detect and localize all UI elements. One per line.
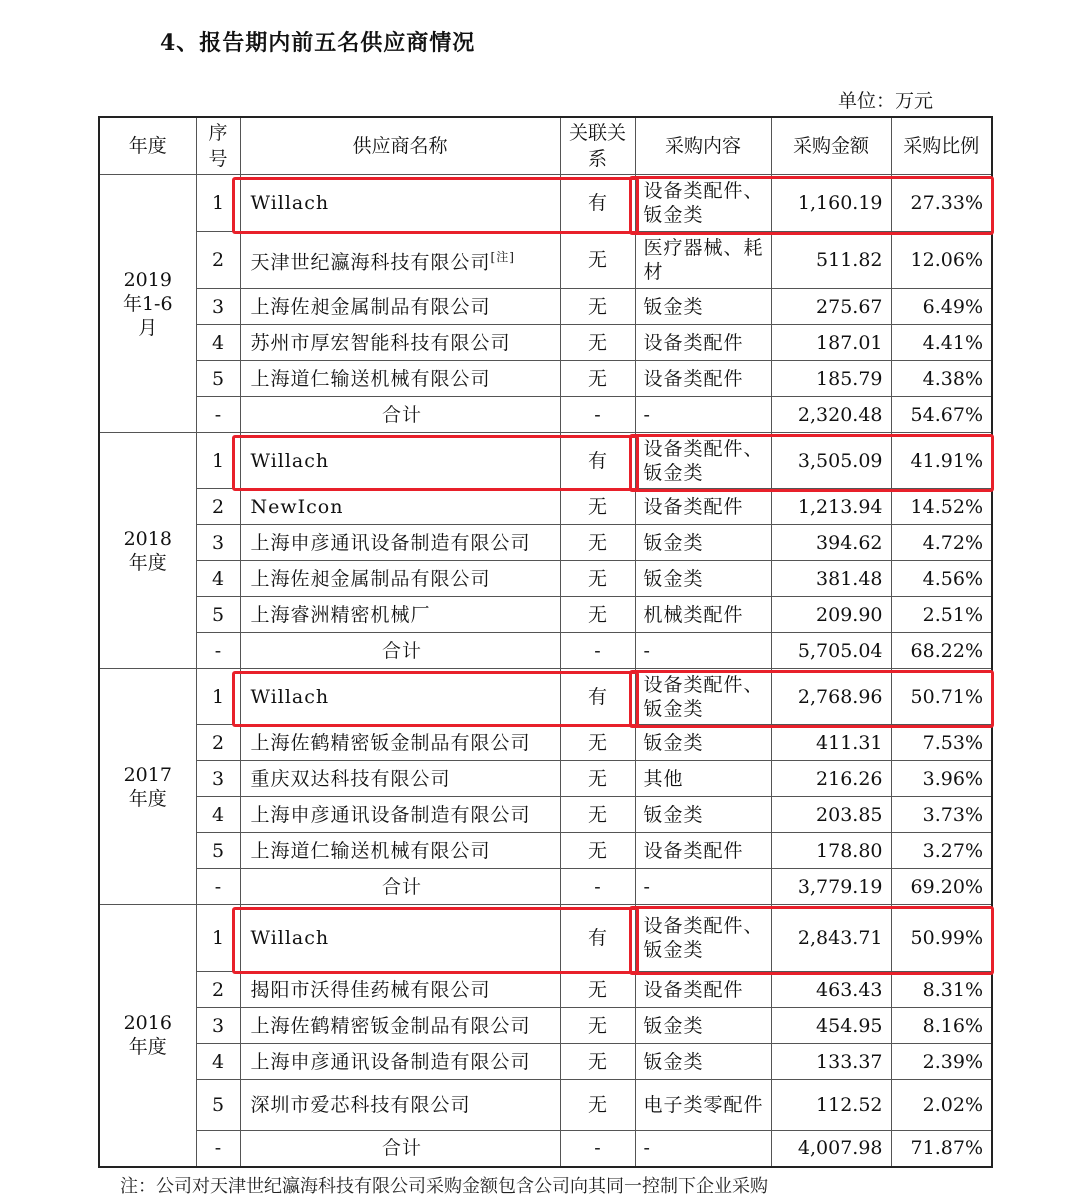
content-cell: 设备类配件 — [635, 833, 771, 869]
relation-cell: 无 — [560, 361, 635, 397]
seq-cell: 1 — [196, 905, 240, 972]
content-cell: 电子类零配件 — [635, 1080, 771, 1131]
seq-cell: 4 — [196, 561, 240, 597]
table-body — [99, 175, 992, 1167]
amount-cell: 209.90 — [771, 597, 891, 633]
seq-cell: 2 — [196, 489, 240, 525]
amount-cell: 1,213.94 — [771, 489, 891, 525]
content-cell: 其他 — [635, 761, 771, 797]
seq-cell: 3 — [196, 525, 240, 561]
amount-cell: 275.67 — [771, 289, 891, 325]
relation-cell: 无 — [560, 325, 635, 361]
amount-cell: 3,505.09 — [771, 433, 891, 489]
content-cell: 设备类配件 — [635, 489, 771, 525]
relation-cell: - — [560, 633, 635, 669]
total-label — [240, 1131, 560, 1167]
ratio-cell: 68.22% — [891, 633, 992, 669]
relation-cell: 无 — [560, 1044, 635, 1080]
supplier-name — [240, 833, 560, 869]
content-cell: 钣金类 — [635, 561, 771, 597]
header-amount: 采购金额 — [771, 117, 891, 175]
table-row — [99, 761, 992, 797]
table-row — [99, 905, 992, 972]
supplier-name-text: 上海佐昶金属制品有限公司 — [250, 295, 491, 318]
amount-cell: 454.95 — [771, 1008, 891, 1044]
supplier-name — [240, 1080, 560, 1131]
supplier-name-text: 上海道仁输送机械有限公司 — [250, 839, 491, 862]
seq-cell: 3 — [196, 1008, 240, 1044]
total-label — [240, 397, 560, 433]
seq-cell: 5 — [196, 1080, 240, 1131]
seq-cell: 5 — [196, 833, 240, 869]
table-row — [99, 797, 992, 833]
supplier-name — [240, 489, 560, 525]
supplier-name — [240, 972, 560, 1008]
ratio-cell: 50.99% — [891, 905, 992, 972]
seq-cell: 5 — [196, 361, 240, 397]
amount-cell: 381.48 — [771, 561, 891, 597]
ratio-cell: 8.31% — [891, 972, 992, 1008]
table-row — [99, 725, 992, 761]
relation-cell: 无 — [560, 761, 635, 797]
relation-cell: 无 — [560, 972, 635, 1008]
footnote: 注：公司对天津世纪瀛海科技有限公司采购金额包含公司向其同一控制下企业采购 — [120, 1176, 768, 1197]
table-row — [99, 597, 992, 633]
supplier-name-text: 合计 — [381, 875, 422, 898]
content-cell: - — [635, 1131, 771, 1167]
table-row — [99, 361, 992, 397]
seq-cell: - — [196, 1131, 240, 1167]
content-cell: 机械类配件 — [635, 597, 771, 633]
ratio-cell: 4.72% — [891, 525, 992, 561]
supplier-name — [240, 725, 560, 761]
content-cell: - — [635, 397, 771, 433]
seq-cell: - — [196, 633, 240, 669]
seq-cell: 4 — [196, 325, 240, 361]
header-content: 采购内容 — [635, 117, 771, 175]
ratio-cell: 14.52% — [891, 489, 992, 525]
supplier-name — [240, 797, 560, 833]
ratio-cell: 12.06% — [891, 232, 992, 289]
table-row — [99, 1044, 992, 1080]
header-year: 年度 — [99, 117, 196, 175]
amount-cell: 411.31 — [771, 725, 891, 761]
ratio-cell: 3.27% — [891, 833, 992, 869]
supplier-name — [240, 597, 560, 633]
amount-cell: 511.82 — [771, 232, 891, 289]
year-cell: 2016年度 — [99, 905, 196, 1167]
content-cell: 钣金类 — [635, 289, 771, 325]
total-row — [99, 869, 992, 905]
supplier-name — [240, 761, 560, 797]
relation-cell: - — [560, 397, 635, 433]
ratio-cell: 3.73% — [891, 797, 992, 833]
total-row — [99, 633, 992, 669]
table-row — [99, 175, 992, 232]
seq-cell: 2 — [196, 232, 240, 289]
relation-cell: 无 — [560, 232, 635, 289]
supplier-name — [240, 289, 560, 325]
amount-cell: 216.26 — [771, 761, 891, 797]
supplier-name-text: 上海申彦通讯设备制造有限公司 — [250, 1050, 531, 1073]
ratio-cell: 2.39% — [891, 1044, 992, 1080]
amount-cell: 4,007.98 — [771, 1131, 891, 1167]
amount-cell: 394.62 — [771, 525, 891, 561]
table-row — [99, 433, 992, 489]
table-row — [99, 561, 992, 597]
ratio-cell: 69.20% — [891, 869, 992, 905]
content-cell: - — [635, 869, 771, 905]
amount-cell: 133.37 — [771, 1044, 891, 1080]
supplier-name-text: 上海睿洲精密机械厂 — [250, 603, 431, 626]
supplier-name-text: Willach — [250, 192, 330, 214]
content-cell: 设备类配件 — [635, 972, 771, 1008]
relation-cell: 有 — [560, 433, 635, 489]
seq-cell: 1 — [196, 433, 240, 489]
content-cell: 设备类配件 — [635, 325, 771, 361]
ratio-cell: 71.87% — [891, 1131, 992, 1167]
supplier-name-text: 重庆双达科技有限公司 — [250, 767, 451, 790]
table-row — [99, 525, 992, 561]
section-heading: 4、报告期内前五名供应商情况 — [160, 30, 476, 56]
supplier-name — [240, 232, 560, 289]
seq-cell: - — [196, 869, 240, 905]
supplier-name — [240, 1044, 560, 1080]
seq-cell: 5 — [196, 597, 240, 633]
table-row — [99, 489, 992, 525]
supplier-name — [240, 561, 560, 597]
content-cell: 设备类配件、钣金类 — [635, 669, 771, 725]
content-cell: 钣金类 — [635, 1008, 771, 1044]
ratio-cell: 6.49% — [891, 289, 992, 325]
relation-cell: 无 — [560, 525, 635, 561]
table-row — [99, 1080, 992, 1131]
amount-cell: 2,320.48 — [771, 397, 891, 433]
total-row — [99, 1131, 992, 1167]
header-seq: 序号 — [196, 117, 240, 175]
amount-cell: 112.52 — [771, 1080, 891, 1131]
amount-cell: 2,843.71 — [771, 905, 891, 972]
supplier-name — [240, 361, 560, 397]
content-cell: 钣金类 — [635, 797, 771, 833]
ratio-cell: 7.53% — [891, 725, 992, 761]
supplier-name-text: 揭阳市沃得佳药械有限公司 — [250, 978, 491, 1001]
supplier-name — [240, 1008, 560, 1044]
relation-cell: 有 — [560, 905, 635, 972]
supplier-name-text: 上海佐鹤精密钣金制品有限公司 — [250, 1014, 531, 1037]
year-cell: 2018年度 — [99, 433, 196, 669]
relation-cell: 无 — [560, 597, 635, 633]
relation-cell: 无 — [560, 1080, 635, 1131]
table-row — [99, 289, 992, 325]
table-row — [99, 232, 992, 289]
supplier-name-text: Willach — [250, 927, 330, 949]
relation-cell: 无 — [560, 289, 635, 325]
supplier-name-text: 合计 — [381, 639, 422, 662]
seq-cell: 3 — [196, 289, 240, 325]
total-row — [99, 397, 992, 433]
header-row — [99, 117, 992, 175]
supplier-name-text: 上海佐昶金属制品有限公司 — [250, 567, 491, 590]
supplier-name-text: Willach — [250, 449, 330, 472]
supplier-table — [98, 116, 993, 1168]
relation-cell: 无 — [560, 489, 635, 525]
relation-cell: 无 — [560, 561, 635, 597]
amount-cell: 185.79 — [771, 361, 891, 397]
table-row — [99, 1008, 992, 1044]
amount-cell: 187.01 — [771, 325, 891, 361]
ratio-cell: 2.51% — [891, 597, 992, 633]
supplier-name — [240, 669, 560, 725]
relation-cell: 无 — [560, 1008, 635, 1044]
supplier-name-text: Willach — [250, 685, 330, 708]
table-row — [99, 669, 992, 725]
relation-cell: 有 — [560, 669, 635, 725]
content-cell: 钣金类 — [635, 725, 771, 761]
supplier-name-text: NewIcon — [250, 495, 344, 518]
amount-cell: 203.85 — [771, 797, 891, 833]
ratio-cell: 4.41% — [891, 325, 992, 361]
content-cell: 医疗器械、耗材 — [635, 232, 771, 289]
ratio-cell: 54.67% — [891, 397, 992, 433]
supplier-name-text: 上海申彦通讯设备制造有限公司 — [250, 531, 531, 554]
relation-cell: - — [560, 1131, 635, 1167]
supplier-name-text: 上海道仁输送机械有限公司 — [250, 367, 491, 390]
amount-cell: 2,768.96 — [771, 669, 891, 725]
unit-label: 单位：万元 — [838, 90, 934, 112]
amount-cell: 5,705.04 — [771, 633, 891, 669]
name-footnote-mark: [注] — [490, 250, 515, 265]
total-label — [240, 633, 560, 669]
ratio-cell: 27.33% — [891, 175, 992, 232]
supplier-name-text: 合计 — [381, 1137, 422, 1160]
content-cell: 设备类配件 — [635, 361, 771, 397]
year-cell: 2017年度 — [99, 669, 196, 905]
ratio-cell: 41.91% — [891, 433, 992, 489]
ratio-cell: 3.96% — [891, 761, 992, 797]
relation-cell: 无 — [560, 725, 635, 761]
total-label — [240, 869, 560, 905]
seq-cell: 4 — [196, 1044, 240, 1080]
table-row — [99, 972, 992, 1008]
relation-cell: - — [560, 869, 635, 905]
seq-cell: 2 — [196, 972, 240, 1008]
year-cell: 2019年1-6月 — [99, 175, 196, 433]
supplier-name-text: 苏州市厚宏智能科技有限公司 — [250, 331, 511, 354]
seq-cell: 3 — [196, 761, 240, 797]
ratio-cell: 8.16% — [891, 1008, 992, 1044]
amount-cell: 3,779.19 — [771, 869, 891, 905]
supplier-name-text: 天津世纪瀛海科技有限公司 — [250, 251, 491, 274]
amount-cell: 1,160.19 — [771, 175, 891, 232]
supplier-name-text: 上海申彦通讯设备制造有限公司 — [250, 803, 531, 826]
seq-cell: 4 — [196, 797, 240, 833]
header-ratio: 采购比例 — [891, 117, 992, 175]
content-cell: 设备类配件、钣金类 — [635, 905, 771, 972]
supplier-name-text: 上海佐鹤精密钣金制品有限公司 — [250, 731, 531, 754]
content-cell: 设备类配件、钣金类 — [635, 433, 771, 489]
content-cell: 钣金类 — [635, 1044, 771, 1080]
supplier-name-text: 合计 — [381, 403, 422, 426]
supplier-name — [240, 525, 560, 561]
seq-cell: 2 — [196, 725, 240, 761]
seq-cell: 1 — [196, 669, 240, 725]
content-cell: 设备类配件、钣金类 — [635, 175, 771, 232]
relation-cell: 无 — [560, 833, 635, 869]
header-relation: 关联关系 — [560, 117, 635, 175]
relation-cell: 有 — [560, 175, 635, 232]
seq-cell: 1 — [196, 175, 240, 232]
amount-cell: 178.80 — [771, 833, 891, 869]
supplier-name — [240, 325, 560, 361]
table-row — [99, 833, 992, 869]
table-row — [99, 325, 992, 361]
amount-cell: 463.43 — [771, 972, 891, 1008]
relation-cell: 无 — [560, 797, 635, 833]
header-name: 供应商名称 — [240, 117, 560, 175]
supplier-name — [240, 433, 560, 489]
ratio-cell: 4.56% — [891, 561, 992, 597]
ratio-cell: 2.02% — [891, 1080, 992, 1131]
supplier-name — [240, 175, 560, 232]
content-cell: - — [635, 633, 771, 669]
supplier-name-text: 深圳市爱芯科技有限公司 — [250, 1094, 471, 1116]
ratio-cell: 4.38% — [891, 361, 992, 397]
content-cell: 钣金类 — [635, 525, 771, 561]
seq-cell: - — [196, 397, 240, 433]
ratio-cell: 50.71% — [891, 669, 992, 725]
supplier-name — [240, 905, 560, 972]
